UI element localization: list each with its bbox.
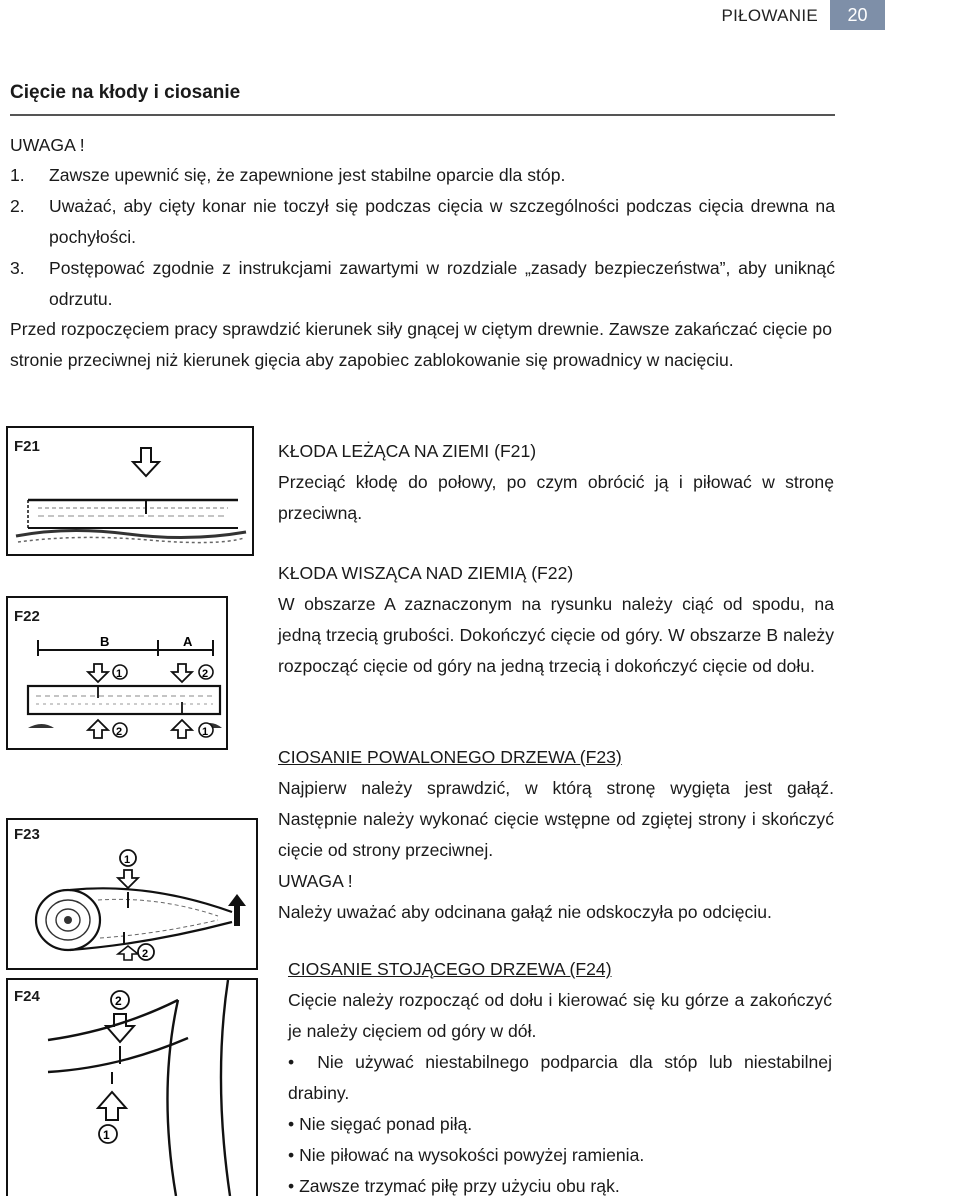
bullet-text: Nie piłować na wysokości powyżej ramienia. [299,1145,645,1165]
section-text: W obszarze A zaznaczonym na rysunku należy ciąć od spodu, na jedną trzecią grubości. Dokończyć cięcie od góry. W obszarze B należy rozpocząć cięcie od góry na jedną trzecią i dokończyć cięcie od dołu. [278,594,834,676]
warning-item-number: 3. [10,258,25,278]
down-arrow-icon [88,664,108,682]
warning-item-text: Postępować zgodnie z instrukcjami zawartymi w rozdziale „zasady bezpieczeństwa”, aby uniknąć odrzutu. [49,258,835,309]
section-warning-title: UWAGA ! [278,871,353,891]
warning-title: UWAGA ! [10,135,85,155]
standing-tree-illustration [8,980,256,1196]
figure-f24 [6,978,258,1196]
intro-paragraph: Przed rozpoczęciem pracy sprawdzić kierunek siły gnącej w ciętym drewnie. Zawsze zakańczać cięcie po stronie przeciwnej niż kierunek gięcia aby zapobiec zablokowanie się prowadnicy w nacięciu. [10,319,832,370]
page-number-badge: 20 [830,0,885,30]
warning-item-number: 2. [10,196,25,216]
bullet-text: Zawsze trzymać piłę przy użyciu obu rąk. [299,1176,620,1196]
svg-text:2: 2 [116,726,123,738]
bullet-icon: • [288,1114,295,1134]
section-f23 [278,742,834,928]
dimension-label-b: B [100,634,110,649]
section-title: Cięcie na kłody i ciosanie [10,82,241,103]
svg-text:2: 2 [142,948,149,960]
figure-f22 [6,596,228,750]
svg-text:1: 1 [103,1128,110,1142]
up-arrow-icon [228,894,246,926]
figure-label: F23 [14,826,40,843]
bullet-item [288,1140,832,1171]
svg-text:2: 2 [202,668,209,680]
up-arrow-icon [172,720,192,738]
section-f21 [278,436,834,529]
section-heading: KŁODA WISZĄCA NAD ZIEMIĄ (F22) [278,563,574,583]
warning-item-text: Zawsze upewnić się, że zapewnione jest stabilne oparcie dla stóp. [49,165,566,185]
bullet-item [288,1109,832,1140]
section-heading: CIOSANIE POWALONEGO DRZEWA (F23) [278,747,622,767]
warning-item-text: Uważać, aby cięty konar nie toczył się podczas cięcia w szczególności podczas cięcia drewna na pochyłości. [49,196,835,247]
down-arrow-icon [172,664,192,682]
section-heading: KŁODA LEŻĄCA NA ZIEMI (F21) [278,441,537,461]
suspended-log-illustration [8,598,226,748]
section-warning-text: Należy uważać aby odcinana gałąź nie odskoczyła po odcięciu. [278,902,772,922]
svg-text:2: 2 [115,994,122,1008]
down-arrow-icon [118,870,138,888]
bullet-item [288,1171,832,1202]
section-f22 [278,558,834,682]
section-divider [10,114,835,116]
bullet-item [288,1047,832,1109]
log-on-ground-illustration [8,428,252,554]
figure-label: F22 [14,608,40,625]
section-f24 [288,954,832,1202]
svg-text:1: 1 [202,726,209,738]
running-header-title: PIŁOWANIE [721,6,818,25]
warning-item-number: 1. [10,165,25,185]
section-text: Najpierw należy sprawdzić, w którą stronę wygięta jest gałąź. Następnie należy wykonać cięcie wstępne od zgiętej strony i skończyć cięcie od strony przeciwnej. [278,778,834,860]
bullet-icon: • [288,1052,295,1072]
figure-f21 [6,426,254,556]
bullet-icon: • [288,1145,295,1165]
figure-label: F24 [14,988,40,1005]
bullet-icon: • [288,1176,295,1196]
figure-f23 [6,818,258,970]
svg-text:1: 1 [116,668,123,680]
figure-label: F21 [14,438,40,455]
bullet-text: Nie używać niestabilnego podparcia dla stóp lub niestabilnej drabiny. [288,1052,832,1103]
section-text: Cięcie należy rozpocząć od dołu i kierować się ku górze a zakończyć je należy cięciem od góry w dół. [288,990,832,1041]
up-arrow-icon [88,720,108,738]
section-heading: CIOSANIE STOJĄCEGO DRZEWA (F24) [288,959,612,979]
svg-text:1: 1 [124,854,131,866]
down-arrow-icon [106,1014,134,1042]
bullet-text: Nie sięgać ponad piłą. [299,1114,473,1134]
felled-tree-illustration [8,820,256,968]
dimension-label-a: A [183,634,193,649]
up-arrow-icon [98,1092,126,1120]
section-text: Przeciąć kłodę do połowy, po czym obrócić ją i piłować w stronę przeciwną. [278,472,834,523]
up-arrow-icon [118,946,138,960]
